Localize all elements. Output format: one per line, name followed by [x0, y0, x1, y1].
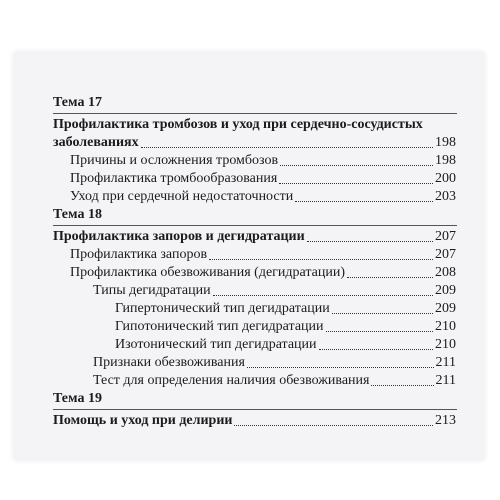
toc-entry[interactable]: [53, 134, 456, 152]
topic-17-title-line2: заболеваниях: [53, 135, 139, 150]
entry-label: Профилактика тромбообразования: [70, 171, 278, 186]
leader-dots: [234, 425, 433, 426]
topic-17-title-line1: Профилактика тромбозов и уход при сердечно-сосудистых: [53, 117, 423, 132]
entry-label: Профилактика запоров: [70, 247, 208, 262]
page-number: 209: [435, 301, 456, 316]
entry-label: Уход при сердечной недостаточности: [70, 189, 294, 204]
page-number: 213: [435, 413, 456, 428]
entry-label: Профилактика обезвоживания (дегидратации): [70, 265, 346, 280]
separator-line: [53, 409, 457, 410]
page-number: 211: [435, 355, 456, 370]
table-of-contents: [53, 94, 456, 430]
entry-label: Изотонический тип дегидратации: [115, 337, 317, 352]
leader-dots: [332, 313, 433, 314]
page-number: 203: [435, 189, 456, 204]
page-number: 209: [435, 283, 456, 298]
leader-dots: [347, 277, 433, 278]
toc-entry[interactable]: [53, 372, 456, 390]
page-number: 200: [435, 171, 456, 186]
leader-dots: [326, 331, 433, 332]
leader-dots: [209, 259, 433, 260]
leader-dots: [319, 349, 433, 350]
entry-label: Причины и осложнения тромбозов: [70, 153, 279, 168]
entry-label: Гипертонический тип дегидратации: [115, 301, 330, 316]
leader-dots: [141, 147, 433, 148]
entry-label: Гипотонический тип дегидратации: [115, 319, 324, 334]
toc-entry[interactable]: [53, 170, 456, 188]
entry-label: Признаки обезвоживания: [93, 355, 245, 370]
page-number: 210: [435, 337, 456, 352]
entry-label: Типы дегидратации: [93, 283, 211, 298]
toc-entry[interactable]: [53, 282, 456, 300]
page-number: 210: [435, 319, 456, 334]
page-number: 198: [435, 135, 456, 150]
separator-line: [53, 113, 457, 114]
topic-17-heading: Тема 17: [53, 95, 102, 110]
leader-dots: [213, 295, 433, 296]
toc-entry[interactable]: [53, 228, 456, 246]
toc-entry[interactable]: [53, 318, 456, 336]
separator-line: [53, 225, 457, 226]
toc-entry[interactable]: [53, 412, 456, 430]
toc-entry[interactable]: [53, 300, 456, 318]
page-number: 207: [435, 229, 456, 244]
toc-entry[interactable]: [53, 152, 456, 170]
toc-entry[interactable]: [53, 246, 456, 264]
page-number: 207: [435, 247, 456, 262]
leader-dots: [371, 385, 433, 386]
toc-entry[interactable]: [53, 354, 456, 372]
leader-dots: [307, 241, 433, 242]
topic-18-heading: Тема 18: [53, 207, 102, 222]
toc-entry[interactable]: [53, 188, 456, 206]
leader-dots: [295, 201, 433, 202]
topic-19-title: Помощь и уход при делирии: [53, 413, 233, 428]
topic-18-title: Профилактика запоров и дегидратации: [53, 229, 305, 244]
toc-entry[interactable]: [53, 336, 456, 354]
toc-entry[interactable]: [53, 264, 456, 282]
page-number: 211: [435, 373, 456, 388]
entry-label: Тест для определения наличия обезвоживания: [93, 373, 370, 388]
page-number: 198: [435, 153, 456, 168]
leader-dots: [247, 367, 434, 368]
topic-19-heading: Тема 19: [53, 391, 102, 406]
leader-dots: [280, 165, 433, 166]
leader-dots: [279, 183, 433, 184]
page-number: 208: [435, 265, 456, 280]
